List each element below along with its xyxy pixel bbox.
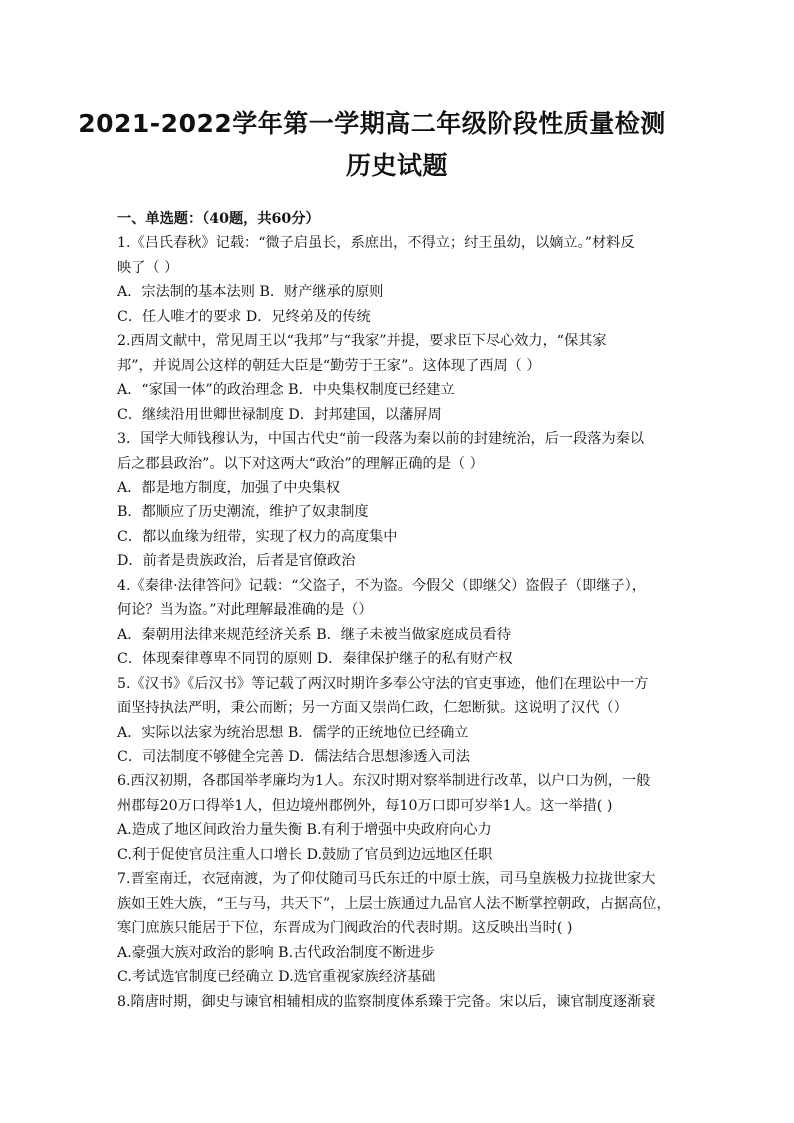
text-line: 8.隋唐时期，御史与谏官相辅相成的监察制度体系臻于完备。宋以后，谏官制度逐渐衰 [117, 993, 656, 1010]
text-line: A.豪强大族对政治的影响 B.古代政治制度不断进步 [117, 944, 435, 961]
text-line: 1.《吕氏春秋》记载：“微子启虽长，系庶出，不得立；纣王虽幼，以嫡立。”材料反 [117, 235, 635, 252]
text-line: 何论？当为盗。”对此理解最准确的是（） [117, 602, 373, 619]
text-line: A．宗法制的基本法则 B．财产继承的原则 [117, 284, 384, 301]
text-line: C.利于促使官员注重人口增长 D.鼓励了官员到边远地区任职 [117, 846, 493, 863]
text-line: C．司法制度不够健全完善 D．儒法结合思想渗透入司法 [117, 748, 471, 765]
question-body [117, 207, 687, 1014]
text-line: 寒门庶族只能居于下位，东晋成为门阀政治的代表时期。这反映出当时( ) [117, 920, 573, 937]
text-line: 族如王姓大族，“王与马，共天下”，上层士族通过九品官人法不断掌控朝政，占据高位， [117, 895, 671, 912]
text-line: C．继续沿用世卿世禄制度 D．封邦建国，以藩屏周 [117, 406, 442, 423]
text-line: 4.《秦律·法律答问》记载：“父盗子，不为盗。今假父（即继父）盗假子（即继子）， [117, 577, 646, 594]
text-line: A．实际以法家为统治思想 B．儒学的正统地位已经确立 [117, 724, 469, 741]
text-line: A．“家国一体”的政治理念 B．中央集权制度已经建立 [117, 382, 455, 399]
text-line: C．体现秦律尊卑不同罚的原则 D．秦律保护继子的私有财产权 [117, 651, 513, 668]
exam-title: 2021-2022学年第一学期高二年级阶段性质量检测 [78, 109, 666, 138]
text-line: 州郡每20万口得举1人，但边境州郡例外，每10万口即可岁举1人。这一举措( ) [117, 797, 613, 814]
section-heading: 一、单选题：（40题，共60分） [117, 211, 320, 227]
text-line: C.考试选官制度已经确立 D.选官重视家族经济基础 [117, 969, 436, 986]
text-line: 5.《汉书》《后汉书》等记载了两汉时期许多奉公守法的官吏事迹，他们在理讼中一方 [117, 675, 649, 692]
text-line: 映了（ ） [117, 259, 179, 276]
text-line: A．都是地方制度，加强了中央集权 [117, 479, 341, 496]
text-line: D．前者是贵族政治，后者是官僚政治 [117, 553, 356, 570]
text-line: 2.西周文献中，常见周王以“我邦”与“我家”并提，要求臣下尽心效力，“保其家 [117, 333, 607, 350]
text-line: 7.晋室南迁，衣冠南渡，为了仰仗随司马氏东迁的中原士族，司马皇族极力拉拢世家大 [117, 871, 656, 888]
text-line: A．秦朝用法律来规范经济关系 B．继子未被当做家庭成员看待 [117, 626, 512, 643]
text-line: 面坚持执法严明，秉公而断；另一方面又崇尚仁政，仁恕断狱。这说明了汉代（） [117, 700, 628, 717]
text-line: 3．国学大师钱穆认为，中国古代史“前一段落为秦以前的封建统治，后一段落为秦以 [117, 431, 645, 448]
question-lines [117, 231, 687, 1014]
text-line: B．都顺应了历史潮流，维护了奴隶制度 [117, 504, 369, 521]
text-line: 6.西汉初期，各郡国举孝廉均为1人。东汉时期对察举制进行改革，以户口为例，一般 [117, 773, 651, 790]
text-line: 后之郡县政治”。以下对这两大“政治”的理解正确的是（ ） [117, 455, 484, 472]
text-line: C．任人唯才的要求 D．兄终弟及的传统 [117, 308, 371, 325]
text-line: A.造成了地区间政治力量失衡 B.有利于增强中央政府向心力 [117, 822, 492, 839]
text-line: C．都以血缘为纽带，实现了权力的高度集中 [117, 528, 398, 545]
text-line: 邦”，并说周公这样的朝廷大臣是“勤劳于王家”。这体现了西周（ ） [117, 357, 541, 374]
exam-subtitle: 历史试题 [345, 151, 448, 180]
